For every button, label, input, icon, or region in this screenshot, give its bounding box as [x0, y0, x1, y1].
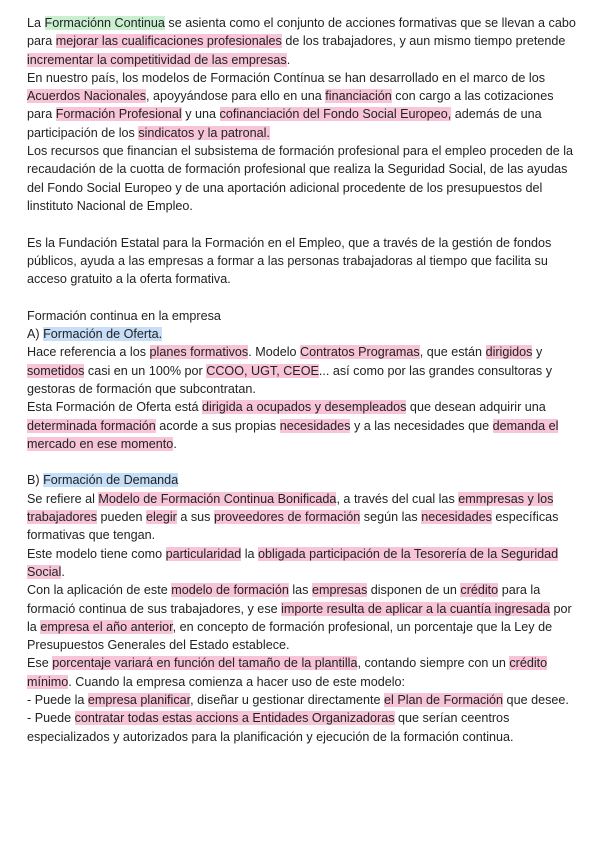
text-run: Formación continua en la empresa — [27, 308, 221, 323]
highlighted-text: mejorar las cualificaciones profesionales — [55, 34, 282, 49]
text-run: , a través del cual las — [336, 491, 459, 506]
highlighted-text: dirigidos — [485, 345, 533, 360]
paragraph — [27, 709, 580, 746]
text-run: La — [27, 16, 45, 30]
text-run: se asienta como el conjunto de acciones formativas que se llevan a cabo para — [27, 16, 576, 49]
text-run: la — [241, 546, 259, 561]
highlighted-text: sometidos — [27, 363, 85, 378]
text-run: Los recursos que financian el subsistema de formación profesional para el empleo proceden de la recaudación de la cuotta de formación profesional que realiza la Seguridad Social, de las ayudas del Fondo Social Europeo y de una aportación adicional procedente de los presupuestos del linstituto Nacional de Empleo. — [27, 144, 574, 213]
text-run: casi en un 100% por — [84, 363, 207, 378]
text-run: y — [532, 345, 543, 360]
highlighted-text: el Plan de Formación — [384, 692, 504, 707]
highlighted-text: Formaciónn Continua — [44, 16, 165, 30]
text-run: B) — [27, 473, 44, 488]
text-run: , que están — [419, 345, 486, 360]
text-run: a sus — [176, 510, 214, 525]
text-run: además de una participación de los — [27, 107, 542, 140]
text-run: En nuestro país, los modelos de Formación Contínua se han desarrollado en el marco de los — [27, 70, 546, 85]
paragraph — [27, 14, 580, 69]
highlighted-text: proveedores de formación — [213, 510, 361, 525]
text-run: Con la aplicación de este — [27, 583, 172, 598]
highlighted-text: obligada participación de la Tesorería de la Seguridad Social — [27, 546, 559, 579]
paragraph — [27, 654, 580, 691]
text-run: según las — [360, 510, 422, 525]
highlighted-text: Acuerdos Nacionales — [27, 89, 147, 104]
text-run: y una — [181, 107, 220, 122]
text-run: . — [173, 436, 177, 451]
text-run: , apoyyándose para ello en una — [146, 89, 326, 104]
text-run: que serían ceentros especializados y autorizados para la planificación y ejecución de la formación continua. — [27, 711, 514, 744]
text-run: por la — [27, 601, 572, 634]
highlighted-text: Contratos Programas — [300, 345, 420, 360]
text-run: . — [61, 564, 65, 579]
highlighted-text: Modelo de Formación Continua Bonificada — [98, 491, 337, 506]
highlighted-text: modelo de formación — [171, 583, 289, 598]
paragraph — [27, 398, 580, 453]
highlighted-text: necesidades — [279, 418, 351, 433]
highlighted-text: Formación Profesional — [55, 107, 182, 122]
paragraph-spacer — [27, 288, 580, 306]
text-run: Hace referencia a los — [27, 345, 150, 360]
text-run: pueden — [97, 510, 147, 525]
text-run: - Puede la — [27, 692, 88, 707]
paragraph — [27, 471, 580, 489]
text-run: que desean adquirir una — [406, 400, 546, 415]
text-run: - Puede — [27, 711, 75, 726]
text-run: A) — [27, 327, 44, 342]
text-run: ... así como por las grandes consultoras y gestoras de formación que subcontratan. — [27, 363, 552, 396]
highlighted-text: particularidad — [165, 546, 242, 561]
highlighted-text: Formación de Oferta. — [43, 327, 163, 342]
highlighted-text: porcentaje variará en función del tamaño de la plantilla — [52, 656, 358, 671]
text-run: Esta Formación de Oferta está — [27, 400, 202, 415]
paragraph — [27, 490, 580, 545]
text-run: Este modelo tiene como — [27, 546, 166, 561]
highlighted-text: necesidades — [421, 510, 492, 525]
highlighted-text: determinada formación — [27, 418, 156, 433]
paragraph — [27, 142, 580, 215]
paragraph — [27, 545, 580, 582]
highlighted-text: Formación de Demanda — [43, 473, 179, 488]
text-run: acorde a sus propias — [155, 418, 280, 433]
text-run: . — [286, 52, 291, 67]
highlighted-text: incrementar la competitividad de las empresas — [27, 52, 287, 67]
text-run: específicas formativas que tengan. — [27, 510, 559, 543]
text-run: con cargo a las cotizaciones para — [27, 89, 554, 122]
highlighted-text: sindicatos y la patronal. — [138, 125, 270, 140]
text-run: que desee. — [503, 692, 569, 707]
highlighted-text: crédito — [460, 583, 499, 598]
highlighted-text: demanda el mercado en ese momento — [27, 418, 559, 451]
paragraph — [27, 325, 580, 343]
text-run: disponen de un — [367, 583, 461, 598]
text-run: para la formació continua de sus trabajadores, y ese — [27, 583, 541, 616]
highlighted-text: empresas — [311, 583, 368, 598]
paragraph — [27, 307, 580, 325]
text-run: Se refiere al — [27, 491, 99, 506]
text-run: Es la Fundación Estatal para la Formación en el Empleo, que a través de la gestión de fondos públicos, ayuda a las empresas a formar a las personas trabajadoras al tiempo que facilita su acceso gratuito a la oferta formativa. — [27, 235, 552, 287]
text-run: las — [288, 583, 312, 598]
highlighted-text: empresa el año anterior — [40, 619, 173, 634]
paragraph — [27, 343, 580, 398]
paragraph — [27, 69, 580, 142]
paragraph — [27, 581, 580, 654]
paragraph-spacer — [27, 453, 580, 471]
highlighted-text: CCOO, UGT, CEOE — [206, 363, 319, 378]
text-run: y a las necesidades que — [350, 418, 493, 433]
highlighted-text: planes formativos — [149, 345, 249, 360]
highlighted-text: dirigida a ocupados y desempleados — [202, 400, 407, 415]
paragraph — [27, 234, 580, 289]
highlighted-text: importe resulta de aplicar a la cuantía ingresada — [281, 601, 550, 616]
paragraph — [27, 691, 580, 709]
text-run: Ese — [27, 656, 53, 671]
highlighted-text: crédito mínimo — [27, 656, 548, 689]
paragraph-spacer — [27, 215, 580, 233]
text-run: de los trabajadores, y aun mismo tiempo pretende — [281, 34, 566, 49]
text-run: , contando siempre con un — [357, 656, 510, 671]
text-run: . Modelo — [248, 345, 301, 360]
highlighted-text: contratar todas estas accions a Entidades Organizadoras — [74, 711, 395, 726]
highlighted-text: elegir — [146, 510, 177, 525]
highlighted-text: emmpresas y los trabajadores — [27, 491, 554, 525]
highlighted-text: cofinanciación del Fondo Social Europeo, — [219, 107, 452, 122]
highlighted-text: empresa planificar — [87, 692, 191, 707]
highlighted-text: financiación — [325, 89, 392, 104]
text-run: . Cuando la empresa comienza a hacer uso de este modelo: — [68, 674, 406, 689]
text-run: , diseñar u gestionar directamente — [190, 692, 385, 707]
text-run: , en concepto de formación profesional, un porcentaje que la Ley de Presupuestos Generales del Estado establece. — [27, 619, 553, 653]
